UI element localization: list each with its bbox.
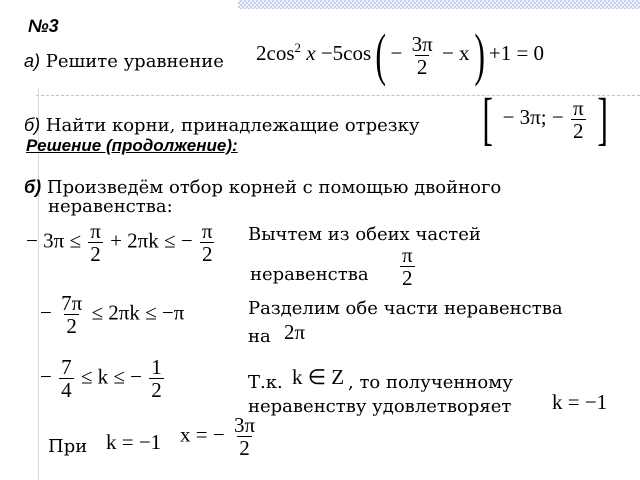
ineq3-minus: − [40,364,52,389]
part-a-label: а) [24,51,41,71]
part-b-text: Найти корни, принадлежащие отрезку [45,115,420,136]
eq-minus-x: − x [441,40,470,65]
interval-left: − 3π; [502,104,547,129]
subtract-frac-num: π [402,243,413,267]
solution-title: Решение (продолжение): [26,136,238,155]
problem-number: №3 [28,16,59,36]
eq-minus: − [390,40,403,65]
part-a-text: Решите уравнение [45,51,224,72]
ineq2-rest: ≤ 2πk ≤ −π [91,300,185,325]
eq-frac-num: 3π [411,31,433,56]
ineq1-frac1-num: π [90,219,101,243]
inequality-1 [26,220,217,265]
decorative-header-bar [238,0,640,9]
ineq3-frac2-den: 2 [151,378,162,402]
divide-line-1: Разделим обе части неравенства [248,298,563,319]
ineq2-frac [59,292,84,337]
inequality-3 [40,356,166,401]
divide-line-2 [248,326,271,348]
k-equals: k = −1 [552,390,608,414]
ineq3-frac2 [149,356,164,401]
eq-tail: +1 = 0 [488,40,545,65]
subtract-frac [400,244,415,289]
right-paren: ) [473,22,485,87]
ineq3-mid: ≤ k ≤ − [80,364,142,389]
x-frac-den: 2 [239,436,250,460]
ineq1-left: − 3π ≤ [26,228,81,253]
subtract-frac-den: 2 [402,266,413,290]
eq-pow: 2 [294,39,301,55]
ineq1-frac2-den: 2 [201,242,213,266]
ineq2-frac-num: 7π [61,291,83,315]
body-line-1-text: Произведём отбор корней с помощью двойного [46,177,502,198]
x-eq: x = − [180,422,225,447]
part-b-label: б) [24,115,41,135]
right-bracket: ] [597,86,608,151]
interval [478,86,612,151]
ineq3-frac1 [59,356,74,401]
body-line-2: неравенства: [48,196,173,217]
eq-frac-den: 2 [416,54,428,79]
ineq2-frac-den: 2 [66,314,77,338]
ineq1-frac1 [88,220,103,265]
x-frac [232,414,257,459]
ineq1-mid: + 2πk ≤ − [110,228,193,253]
at-k: k = −1 [106,430,162,454]
x-value [180,414,259,459]
ineq1-frac1-den: 2 [90,242,101,266]
ineq1-frac2 [200,220,215,265]
eq-cos: cos [266,40,295,65]
eq-coef: 2 [256,40,267,65]
subtract-line-2: неравенства [250,264,369,285]
part-b-line [24,114,419,137]
when-label: При [48,436,88,457]
two-pi: 2π [284,320,306,344]
interval-num: π [572,95,584,120]
part-a-line [24,50,224,73]
body-b-label: б) [24,177,42,197]
inequality-2 [40,292,184,337]
ineq2-minus: − [40,300,52,325]
since-line-1 [248,372,283,394]
k-in-z: k ∈ Z [292,365,345,389]
since-line-2: неравенству удовлетворяет [248,396,512,417]
since-prefix: Т.к. [248,372,283,393]
left-bracket: [ [482,86,493,151]
interval-fraction [571,97,586,142]
interval-minus: − [551,104,564,129]
main-equation [256,22,545,87]
since-mid: , то полученному [348,372,513,393]
divide-line-2-text: на [248,326,271,347]
left-paren: ( [375,22,387,87]
x-frac-num: 3π [233,413,256,437]
subtract-line-1: Вычтем из обеих частей [248,224,481,245]
eq-fraction [410,33,435,78]
eq-x: x [306,40,316,65]
ineq1-frac2-num: π [201,219,213,243]
ineq3-frac1-num: 7 [61,355,72,379]
interval-den: 2 [573,118,584,143]
subtract-fraction [398,244,417,289]
ineq3-frac2-num: 1 [151,355,162,379]
ineq3-frac1-den: 4 [61,378,72,402]
eq-minus5cos: −5cos [320,40,372,65]
